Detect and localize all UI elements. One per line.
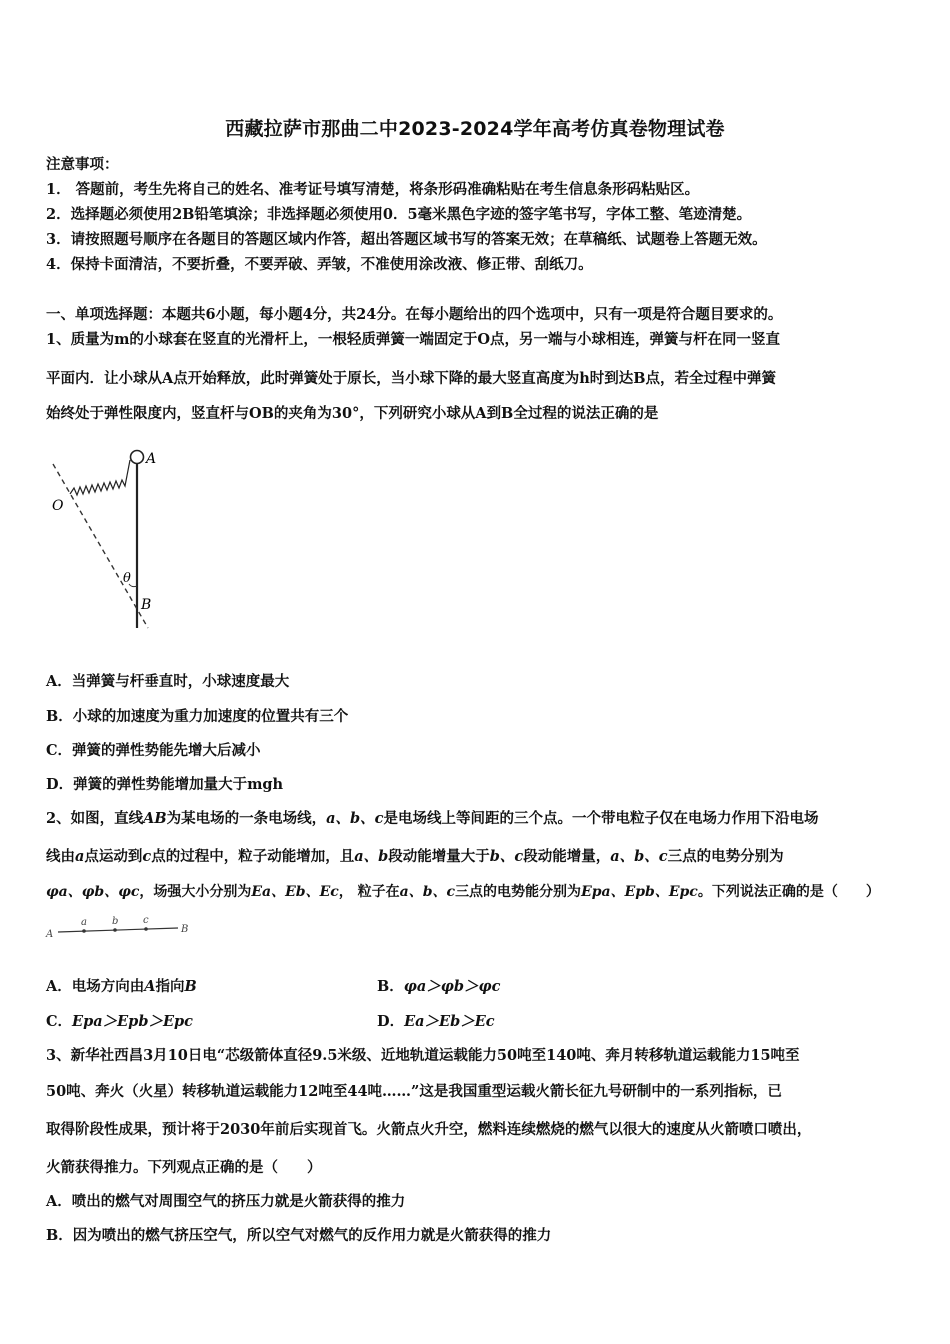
q2-point-a <box>82 929 86 933</box>
q1-option-c: C．弹簧的弹性势能先增大后减小 <box>46 742 261 759</box>
q3-line-3: 取得阶段性成果，预计将于2030年前后实现首飞。火箭点火升空，燃料连续燃烧的燃气以很大的速度从火箭喷口喷出， <box>46 1121 812 1138</box>
q1-spring <box>70 460 130 495</box>
q2-label-c: c <box>143 915 149 926</box>
q1-label-a: A <box>146 451 157 467</box>
q1-option-d: D．弹簧的弹性势能增加量大于mgh <box>46 776 284 793</box>
q1-label-theta: θ <box>123 571 131 586</box>
section-header: 一、单项选择题：本题共6小题，每小题4分，共24分。在每小题给出的四个选项中，只有一项是符合题目要求的。 <box>46 306 783 323</box>
q1-option-a: A．当弹簧与杆垂直时，小球速度最大 <box>46 673 290 690</box>
q2-line-2: 线由a点运动到c点的过程中，粒子动能增加，且a、b段动能增量大于b、c段动能增量，a、b、c三点的电势分别为 <box>46 848 784 865</box>
q2-label-a: a <box>81 917 87 928</box>
q1-line-1: 1、质量为m的小球套在竖直的光滑杆上，一根轻质弹簧一端固定于O点，另一端与小球相连，弹簧与杆在同一竖直 <box>46 331 781 348</box>
q2-option-d: D．Ea＞Eb＞Ec <box>377 1013 495 1030</box>
notice-item-1: 1． 答题前，考生先将自己的姓名、准考证号填写清楚，将条形码准确粘贴在考生信息条形码粘贴区。 <box>46 181 700 198</box>
q2-label-B: B <box>181 924 189 935</box>
q2-field-line <box>58 928 178 932</box>
q1-line-2: 平面内．让小球从A点开始释放，此时弹簧处于原长，当小球下降的最大竖直高度为h时到达B点，若全过程中弹簧 <box>46 370 777 387</box>
q3-line-4: 火箭获得推力。下列观点正确的是（ ） <box>46 1159 322 1176</box>
q3-option-b: B．因为喷出的燃气挤压空气，所以空气对燃气的反作用力就是火箭获得的推力 <box>46 1227 552 1244</box>
q2-option-b: B．φa＞φb＞φc <box>377 978 501 995</box>
q2-label-b: b <box>112 916 119 927</box>
notice-heading: 注意事项： <box>46 156 119 173</box>
q3-line-1: 3、新华社西昌3月10日电“芯级箭体直径9.5米级、近地轨道运载能力50吨至140吨、奔月转移轨道运载能力15吨至 <box>46 1047 800 1064</box>
q1-figure <box>40 438 180 638</box>
q2-option-a: A．电场方向由A指向B <box>46 978 197 995</box>
q3-option-a: A．喷出的燃气对周围空气的挤压力就是火箭获得的推力 <box>46 1193 406 1210</box>
q2-point-c <box>144 927 148 931</box>
q2-label-A: A <box>46 929 54 940</box>
q3-line-2: 50吨、奔火（火星）转移轨道运载能力12吨至44吨……”这是我国重型运载火箭长征九号研制中的一系列指标，已 <box>46 1083 782 1100</box>
page-title: 西藏拉萨市那曲二中2023-2024学年高考仿真卷物理试卷 <box>225 118 725 140</box>
notice-item-2: 2．选择题必须使用2B铅笔填涂；非选择题必须使用0．5毫米黑色字迹的签字笔书写，字体工整、笔迹清楚。 <box>46 206 752 223</box>
q2-point-b <box>113 928 117 932</box>
q2-figure <box>42 912 202 942</box>
q2-line-1: 2、如图，直线AB为某电场的一条电场线，a、b、c是电场线上等间距的三个点。一个带电粒子仅在电场力作用下沿电场 <box>46 810 819 827</box>
q1-label-o: O <box>52 498 64 514</box>
q1-option-b: B．小球的加速度为重力加速度的位置共有三个 <box>46 708 349 725</box>
notice-item-4: 4．保持卡面清洁，不要折叠，不要弄破、弄皱，不准使用涂改液、修正带、刮纸刀。 <box>46 256 593 273</box>
q1-label-b: B <box>141 597 152 613</box>
q2-line-3: φa、φb、φc，场强大小分别为Ea、Eb、Ec， 粒子在a、b、c三点的电势能分别为Epa、Epb、Epc。下列说法正确的是（ ） <box>46 884 880 900</box>
q1-line-3: 始终处于弹性限度内，竖直杆与OB的夹角为30°，下列研究小球从A到B全过程的说法正确的是 <box>46 405 659 422</box>
notice-item-3: 3．请按照题号顺序在各题目的答题区域内作答，超出答题区域书写的答案无效；在草稿纸、试题卷上答题无效。 <box>46 231 767 248</box>
q1-ball <box>131 451 144 464</box>
q2-option-c: C．Epa＞Epb＞Epc <box>46 1013 193 1030</box>
